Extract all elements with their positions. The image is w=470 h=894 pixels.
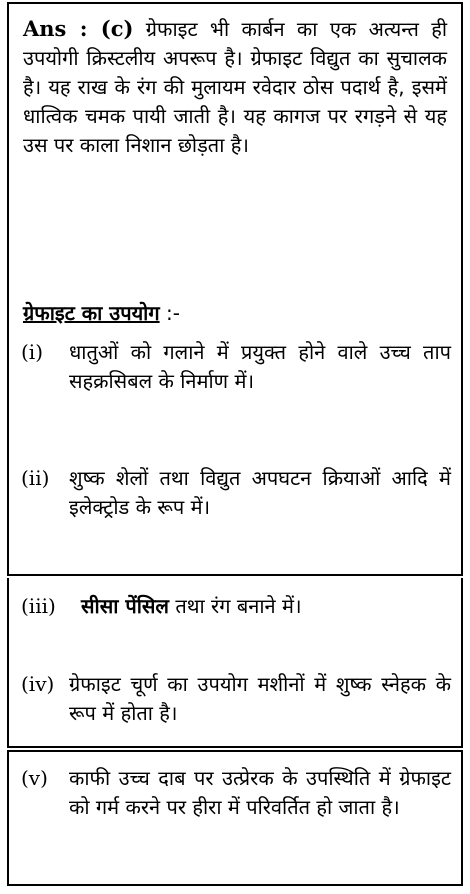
use-item-text: धातुओं को गलाने में प्रयुक्त होने वाले उच्च ताप सहक्रसिबल के निर्माण में। <box>69 340 451 393</box>
uses-heading <box>23 299 180 328</box>
use-item-number: (v) <box>21 766 48 790</box>
use-item-4 <box>21 670 451 728</box>
answer-text: ग्रेफाइट भी कार्बन का एक अत्यन्त ही उपयोगी क्रिस्टलीय अपरूप है। ग्रेफाइट विद्युत का सुचालक है। यह राख के रंग की मुलायम रवेदार ठोस पदार्थ है, इसमें धात्विक चमक पायी जाती है। यह कागज पर रगड़ने से यह उस पर काला निशान छोड़ता है। <box>23 17 447 157</box>
use-item-5 <box>21 764 451 822</box>
answer-paragraph <box>23 14 447 160</box>
use-item-2 <box>21 464 451 522</box>
answer-box-middle <box>7 578 463 748</box>
uses-heading-text: ग्रेफाइट का उपयोग <box>23 301 160 325</box>
uses-heading-suffix: :- <box>159 301 180 325</box>
use-item-number: (iv) <box>21 672 55 696</box>
answer-label: Ans : (c) <box>23 16 134 41</box>
use-item-text: काफी उच्च दाब पर उत्प्रेरक के उपस्थिति में ग्रेफाइट को गर्म करने पर हीरा में परिवर्तित हो जाता है। <box>69 766 451 819</box>
use-item-number: (i) <box>21 340 44 364</box>
use-item-3 <box>21 592 451 621</box>
use-item-1 <box>21 338 451 396</box>
use-item-number: (iii) <box>21 594 56 618</box>
use-item-text: शुष्क शेलों तथा विद्युत अपघटन क्रियाओं आदि में इलेक्ट्रोड के रूप में। <box>69 466 451 519</box>
use-item-text: ग्रेफाइट चूर्ण का उपयोग मशीनों में शुष्क स्नेहक के रूप में होता है। <box>69 672 451 725</box>
answer-box-top <box>7 2 463 576</box>
use-item-number: (ii) <box>21 466 50 490</box>
answer-box-bottom <box>7 750 463 886</box>
use-item-text: तथा रंग बनाने में। <box>168 594 302 618</box>
use-item-bold-text: सीसा पेंसिल <box>81 594 169 618</box>
